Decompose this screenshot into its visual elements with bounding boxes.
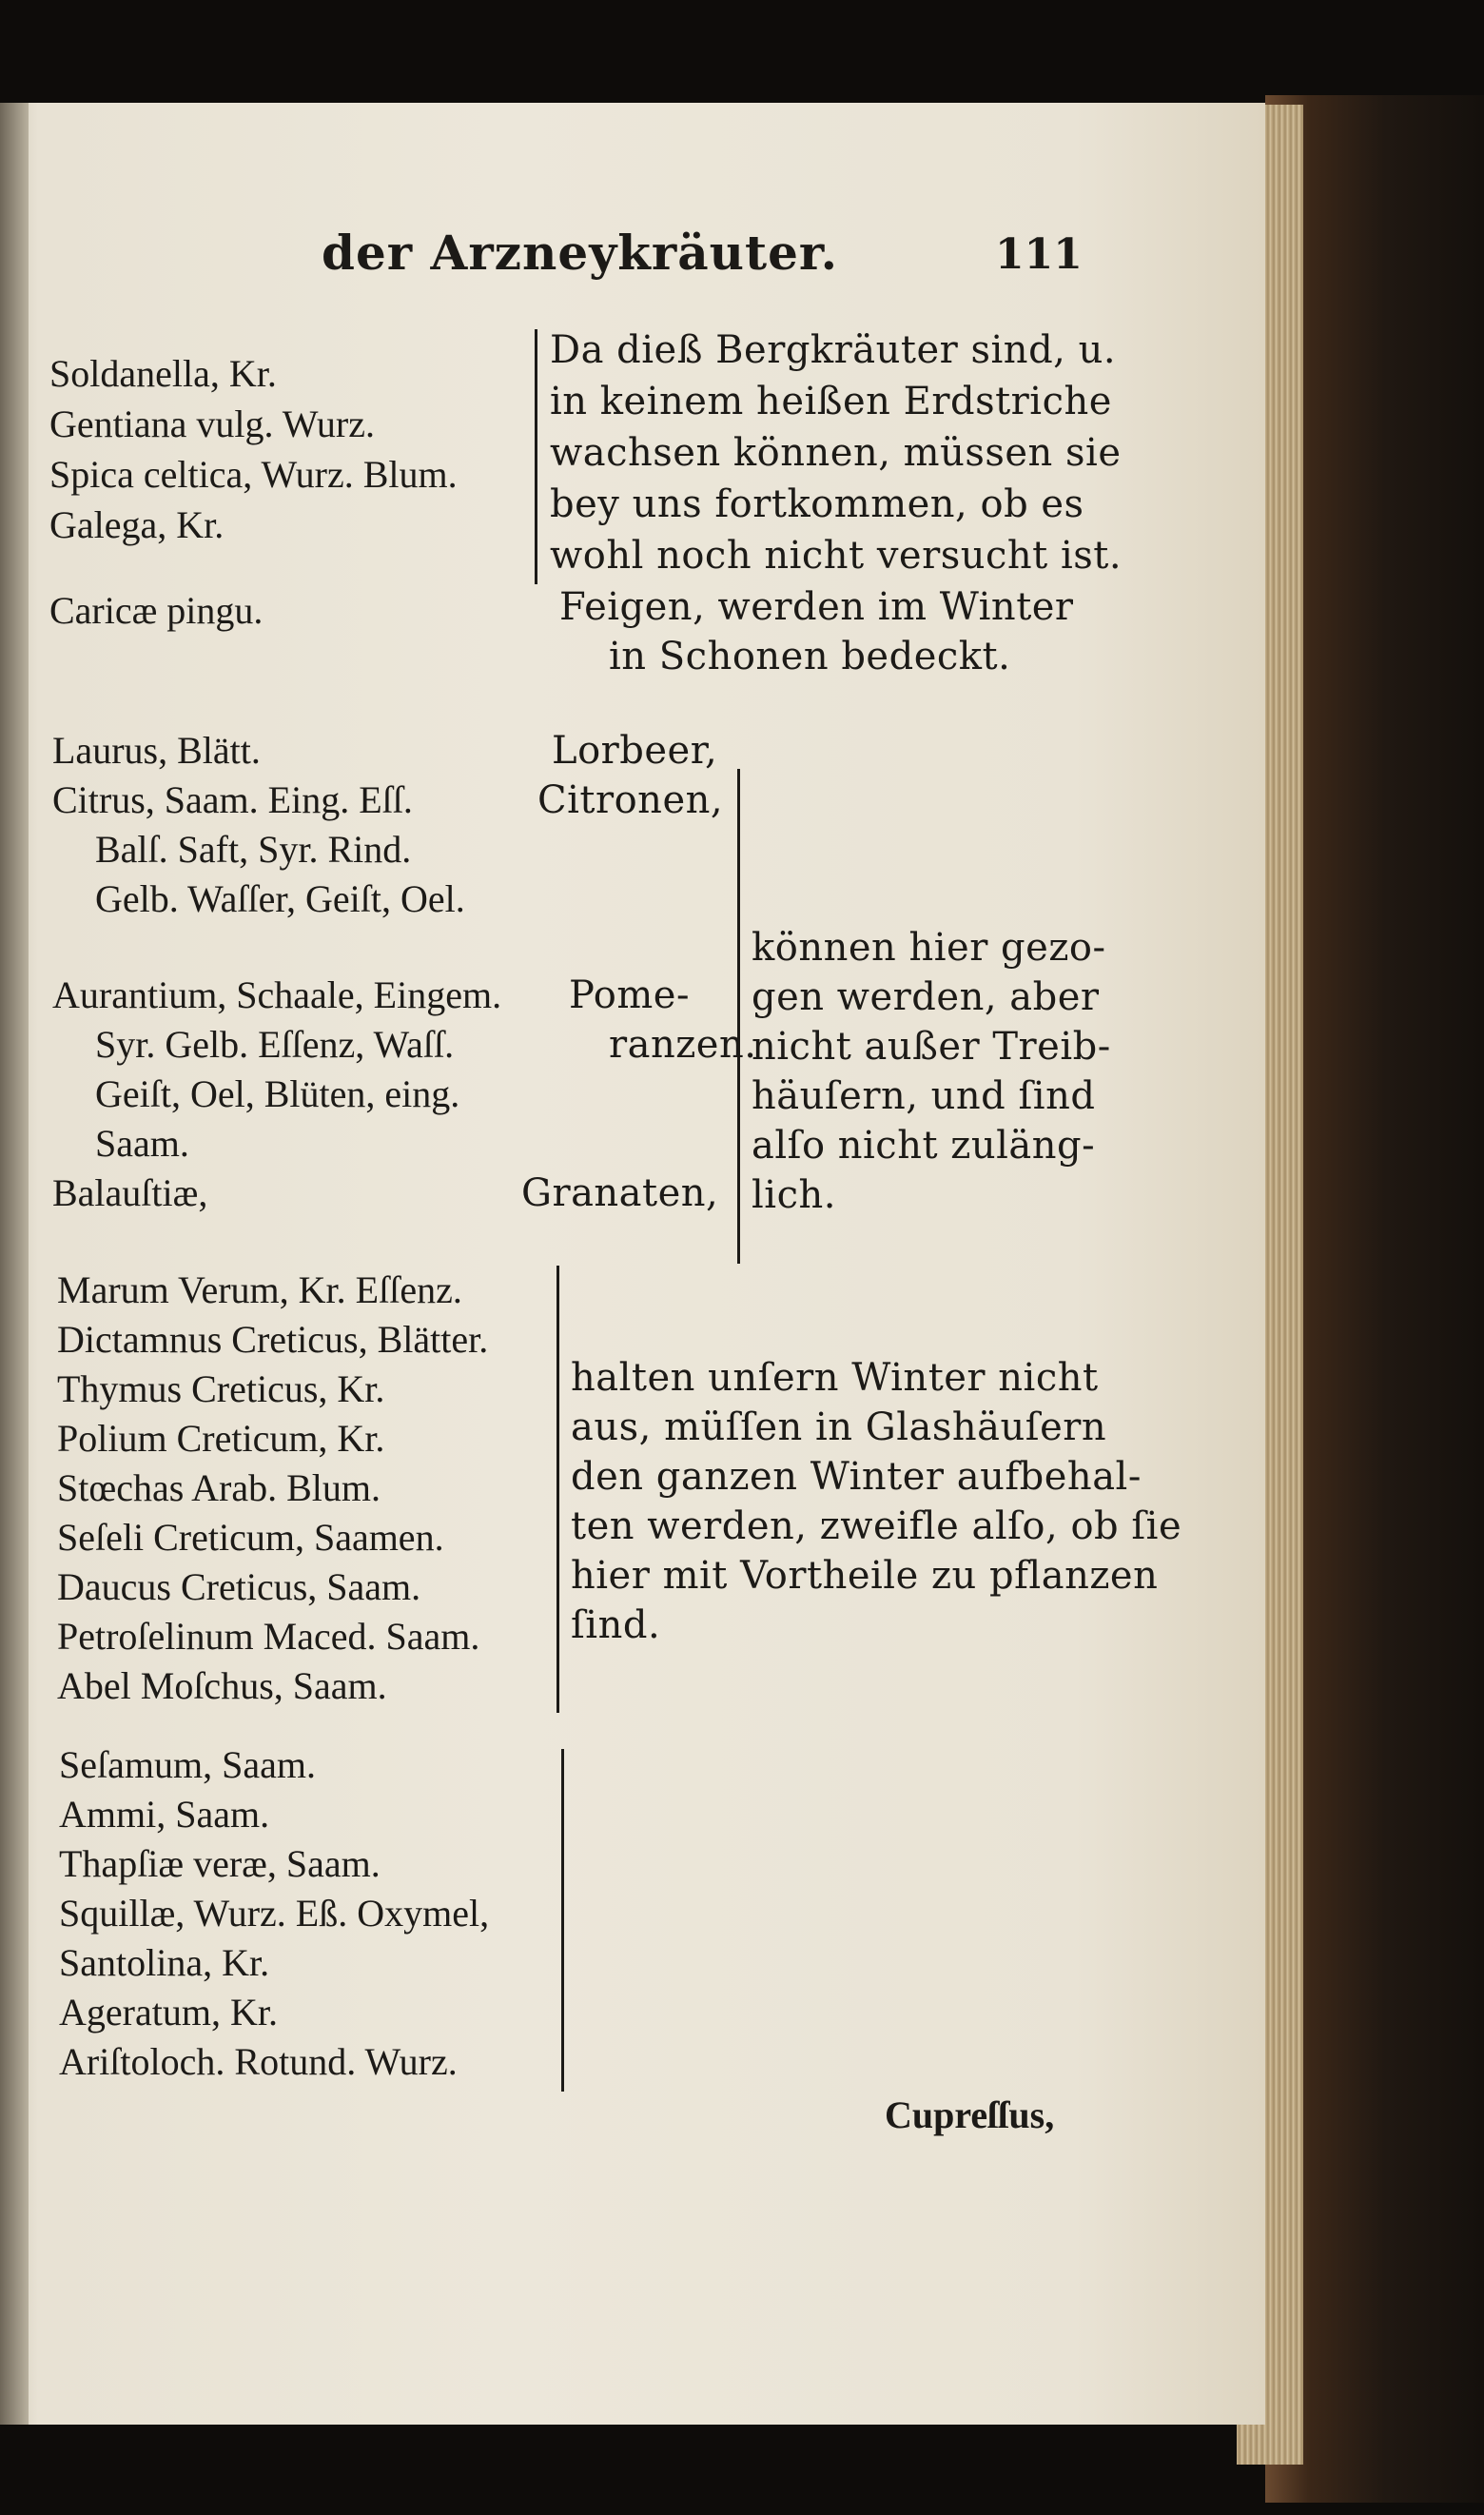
list-item: Marum Verum, Kr. Eſſenz. [57,1268,462,1311]
book-page [0,103,1265,2425]
note-line: hier mit Vortheile zu pflanzen [571,1554,1159,1598]
list-item: Laurus, Blätt. [52,729,261,772]
plant-name: Lorbeer, [552,729,718,773]
list-item: Geiſt, Oel, Blüten, eing. [95,1072,460,1115]
list-item: Spica celtica, Wurz. Blum. [49,453,458,496]
page-number: 111 [995,230,1083,279]
list-item: Petroſelinum Maced. Saam. [57,1615,480,1658]
list-item: Gelb. Waſſer, Geiſt, Oel. [95,877,465,920]
note-line: Feigen, werden im Winter [559,585,1074,629]
list-item: Caricæ pingu. [49,589,264,632]
list-item: Syr. Gelb. Eſſenz, Waſſ. [95,1023,455,1066]
note-line: nicht außer Treib- [752,1025,1111,1069]
plant-name: Pome- [569,973,690,1017]
note-line: wohl noch nicht versucht ist. [550,534,1123,578]
list-item: Santolina, Kr. [59,1941,270,1984]
note-line: häuſern, und ſind [752,1074,1096,1118]
list-item: Stœchas Arab. Blum. [57,1466,381,1509]
note-line: gen werden, aber [752,975,1100,1019]
brace [561,1749,564,2092]
plant-name: Citronen, [537,778,724,822]
note-line: wachsen können, müssen sie [550,431,1122,475]
list-item: Citrus, Saam. Eing. Eſſ. [52,778,413,821]
list-item: Dictamnus Creticus, Blätter. [57,1318,489,1361]
note-line: aus, müſſen in Glashäuſern [571,1405,1107,1449]
list-item: Saam. [95,1122,189,1165]
brace [535,329,537,584]
list-item: Daucus Creticus, Saam. [57,1565,421,1608]
list-item: Soldanella, Kr. [49,352,277,395]
note-line: Da dieß Bergkräuter sind, u. [550,328,1117,372]
brace [737,769,740,1264]
list-item: Aurantium, Schaale, Eingem. [52,973,502,1016]
note-line: können hier gezo- [752,926,1106,970]
note-line: alſo nicht zuläng- [752,1124,1096,1168]
note-line: in Schonen bedeckt. [609,635,1011,678]
gutter-shadow [0,103,29,2425]
note-line: den ganzen Winter aufbehal- [571,1455,1142,1499]
brace [556,1266,559,1713]
list-item: Thapſiæ veræ, Saam. [59,1842,381,1885]
list-item: Thymus Creticus, Kr. [57,1367,385,1410]
plant-name: Granaten, [521,1171,719,1215]
list-item: Seſamum, Saam. [59,1743,316,1786]
list-item: Galega, Kr. [49,503,225,546]
note-line: lich. [752,1173,836,1217]
note-line: ten werden, zweifle alſo, ob ſie [571,1504,1182,1548]
running-title: der Arzneykräuter. [322,225,839,281]
list-item: Ariſtoloch. Rotund. Wurz. [59,2040,458,2083]
plant-name: ranzen. [609,1023,757,1067]
note-line: in keinem heißen Erdstriche [550,380,1112,423]
list-item: Polium Creticum, Kr. [57,1417,385,1460]
list-item: Ammi, Saam. [59,1793,270,1836]
list-item: Balſ. Saft, Syr. Rind. [95,828,412,871]
list-item: Gentiana vulg. Wurz. [49,403,375,445]
note-line: bey uns fortkommen, ob es [550,482,1084,526]
list-item: Ageratum, Kr. [59,1991,278,2034]
note-line: halten unſern Winter nicht [571,1356,1099,1400]
note-line: ſind. [571,1603,661,1647]
list-item: Squillæ, Wurz. Eß. Oxymel, [59,1892,490,1935]
list-item: Abel Moſchus, Saam. [57,1664,387,1707]
list-item: Balauſtiæ, [52,1171,208,1214]
list-item: Seſeli Creticum, Saamen. [57,1516,444,1559]
catchword: Cupreſſus, [885,2093,1055,2136]
